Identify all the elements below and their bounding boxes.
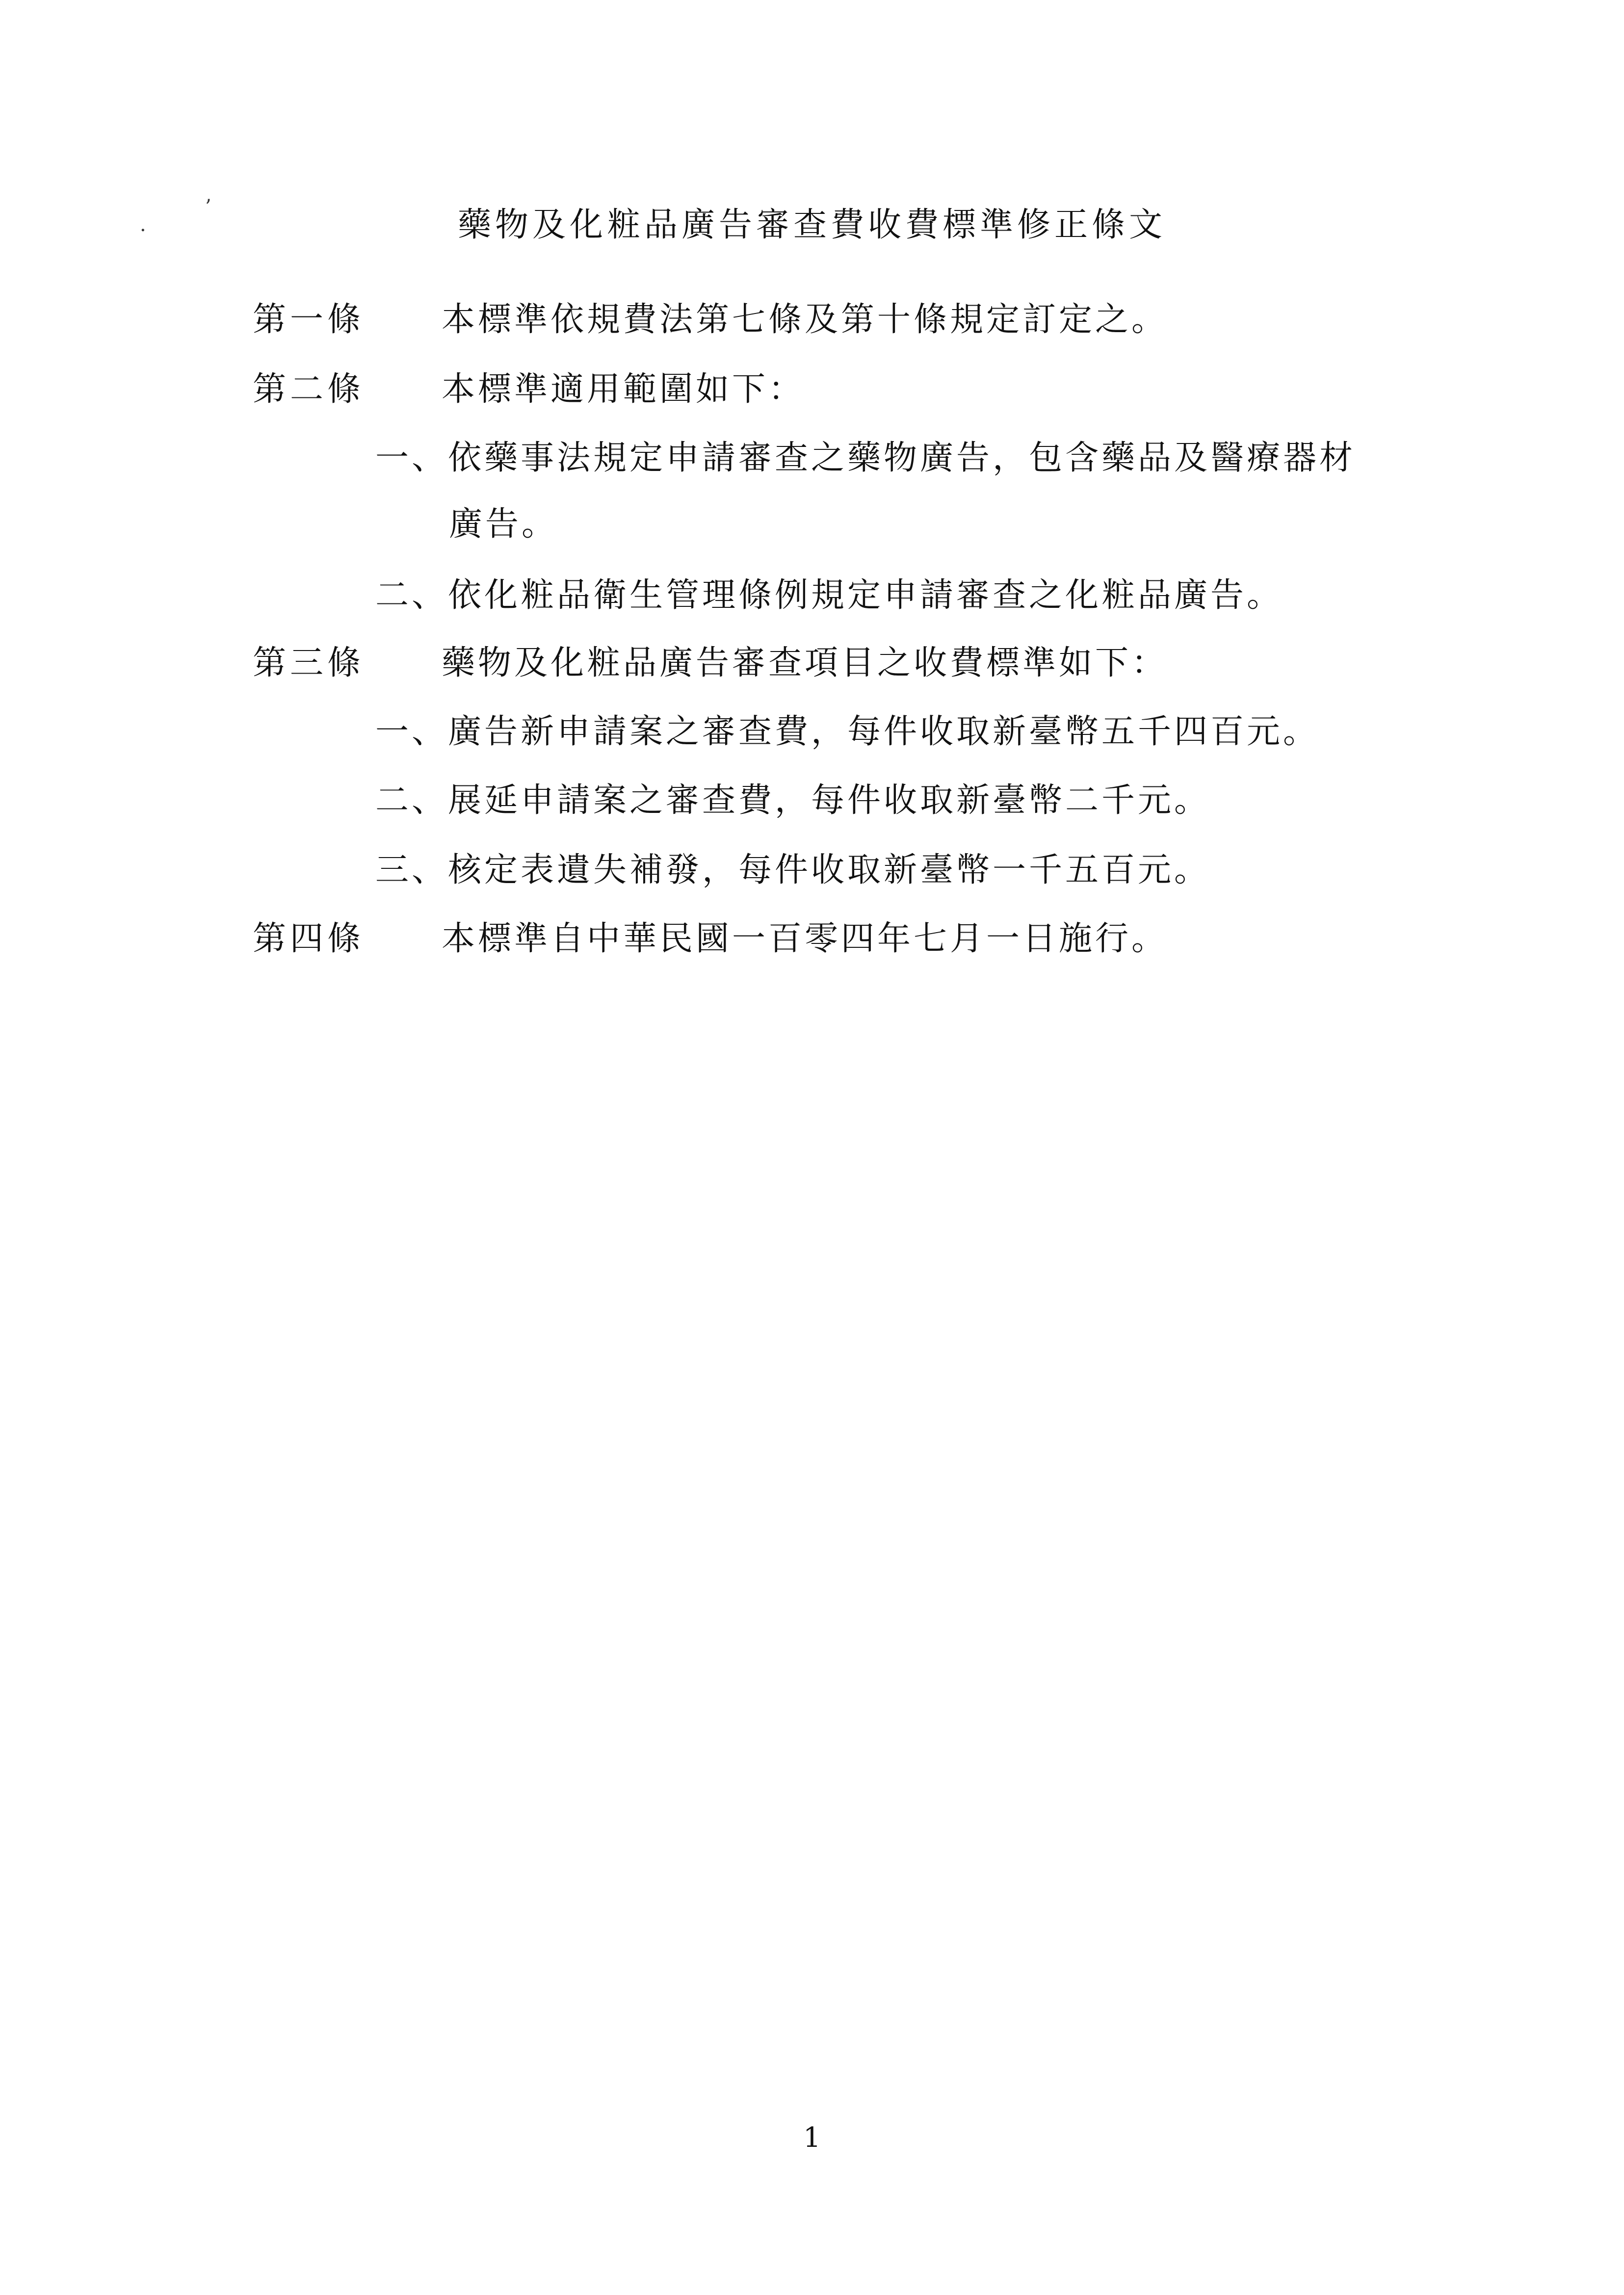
article-1-text: 本標準依規費法第七條及第十條規定訂定之。: [442, 300, 1168, 339]
article-4-text: 本標準自中華民國一百零四年七月一日施行。: [442, 919, 1168, 958]
scan-speck: ’: [205, 196, 211, 218]
article-2-label: 第二條: [253, 370, 365, 409]
article-3-label: 第三條: [253, 644, 365, 682]
article-2-item-2: 二、依化粧品衛生管理條例規定申請審查之化粧品廣告。: [375, 576, 1283, 615]
page-number: 1: [803, 2122, 821, 2154]
article-3-text: 藥物及化粧品廣告審查項目之收費標準如下：: [442, 644, 1168, 682]
article-2-item-1-continuation: 廣告。: [449, 505, 558, 544]
article-4-label: 第四條: [253, 919, 365, 958]
article-3-item-1: 一、廣告新申請案之審查費，每件收取新臺幣五千四百元。: [375, 712, 1320, 751]
article-3-item-2: 二、展延申請案之審查費，每件收取新臺幣二千元。: [375, 781, 1211, 820]
scan-speck: ·: [140, 219, 146, 242]
article-3-item-3: 三、核定表遺失補發，每件收取新臺幣一千五百元。: [375, 851, 1211, 889]
document-title: 藥物及化粧品廣告審查費收費標準修正條文: [457, 206, 1166, 244]
article-2-item-1: 一、依藥事法規定申請審查之藥物廣告，包含藥品及醫療器材: [375, 439, 1356, 477]
article-1-label: 第一條: [253, 300, 365, 339]
article-2-text: 本標準適用範圍如下：: [442, 370, 805, 409]
